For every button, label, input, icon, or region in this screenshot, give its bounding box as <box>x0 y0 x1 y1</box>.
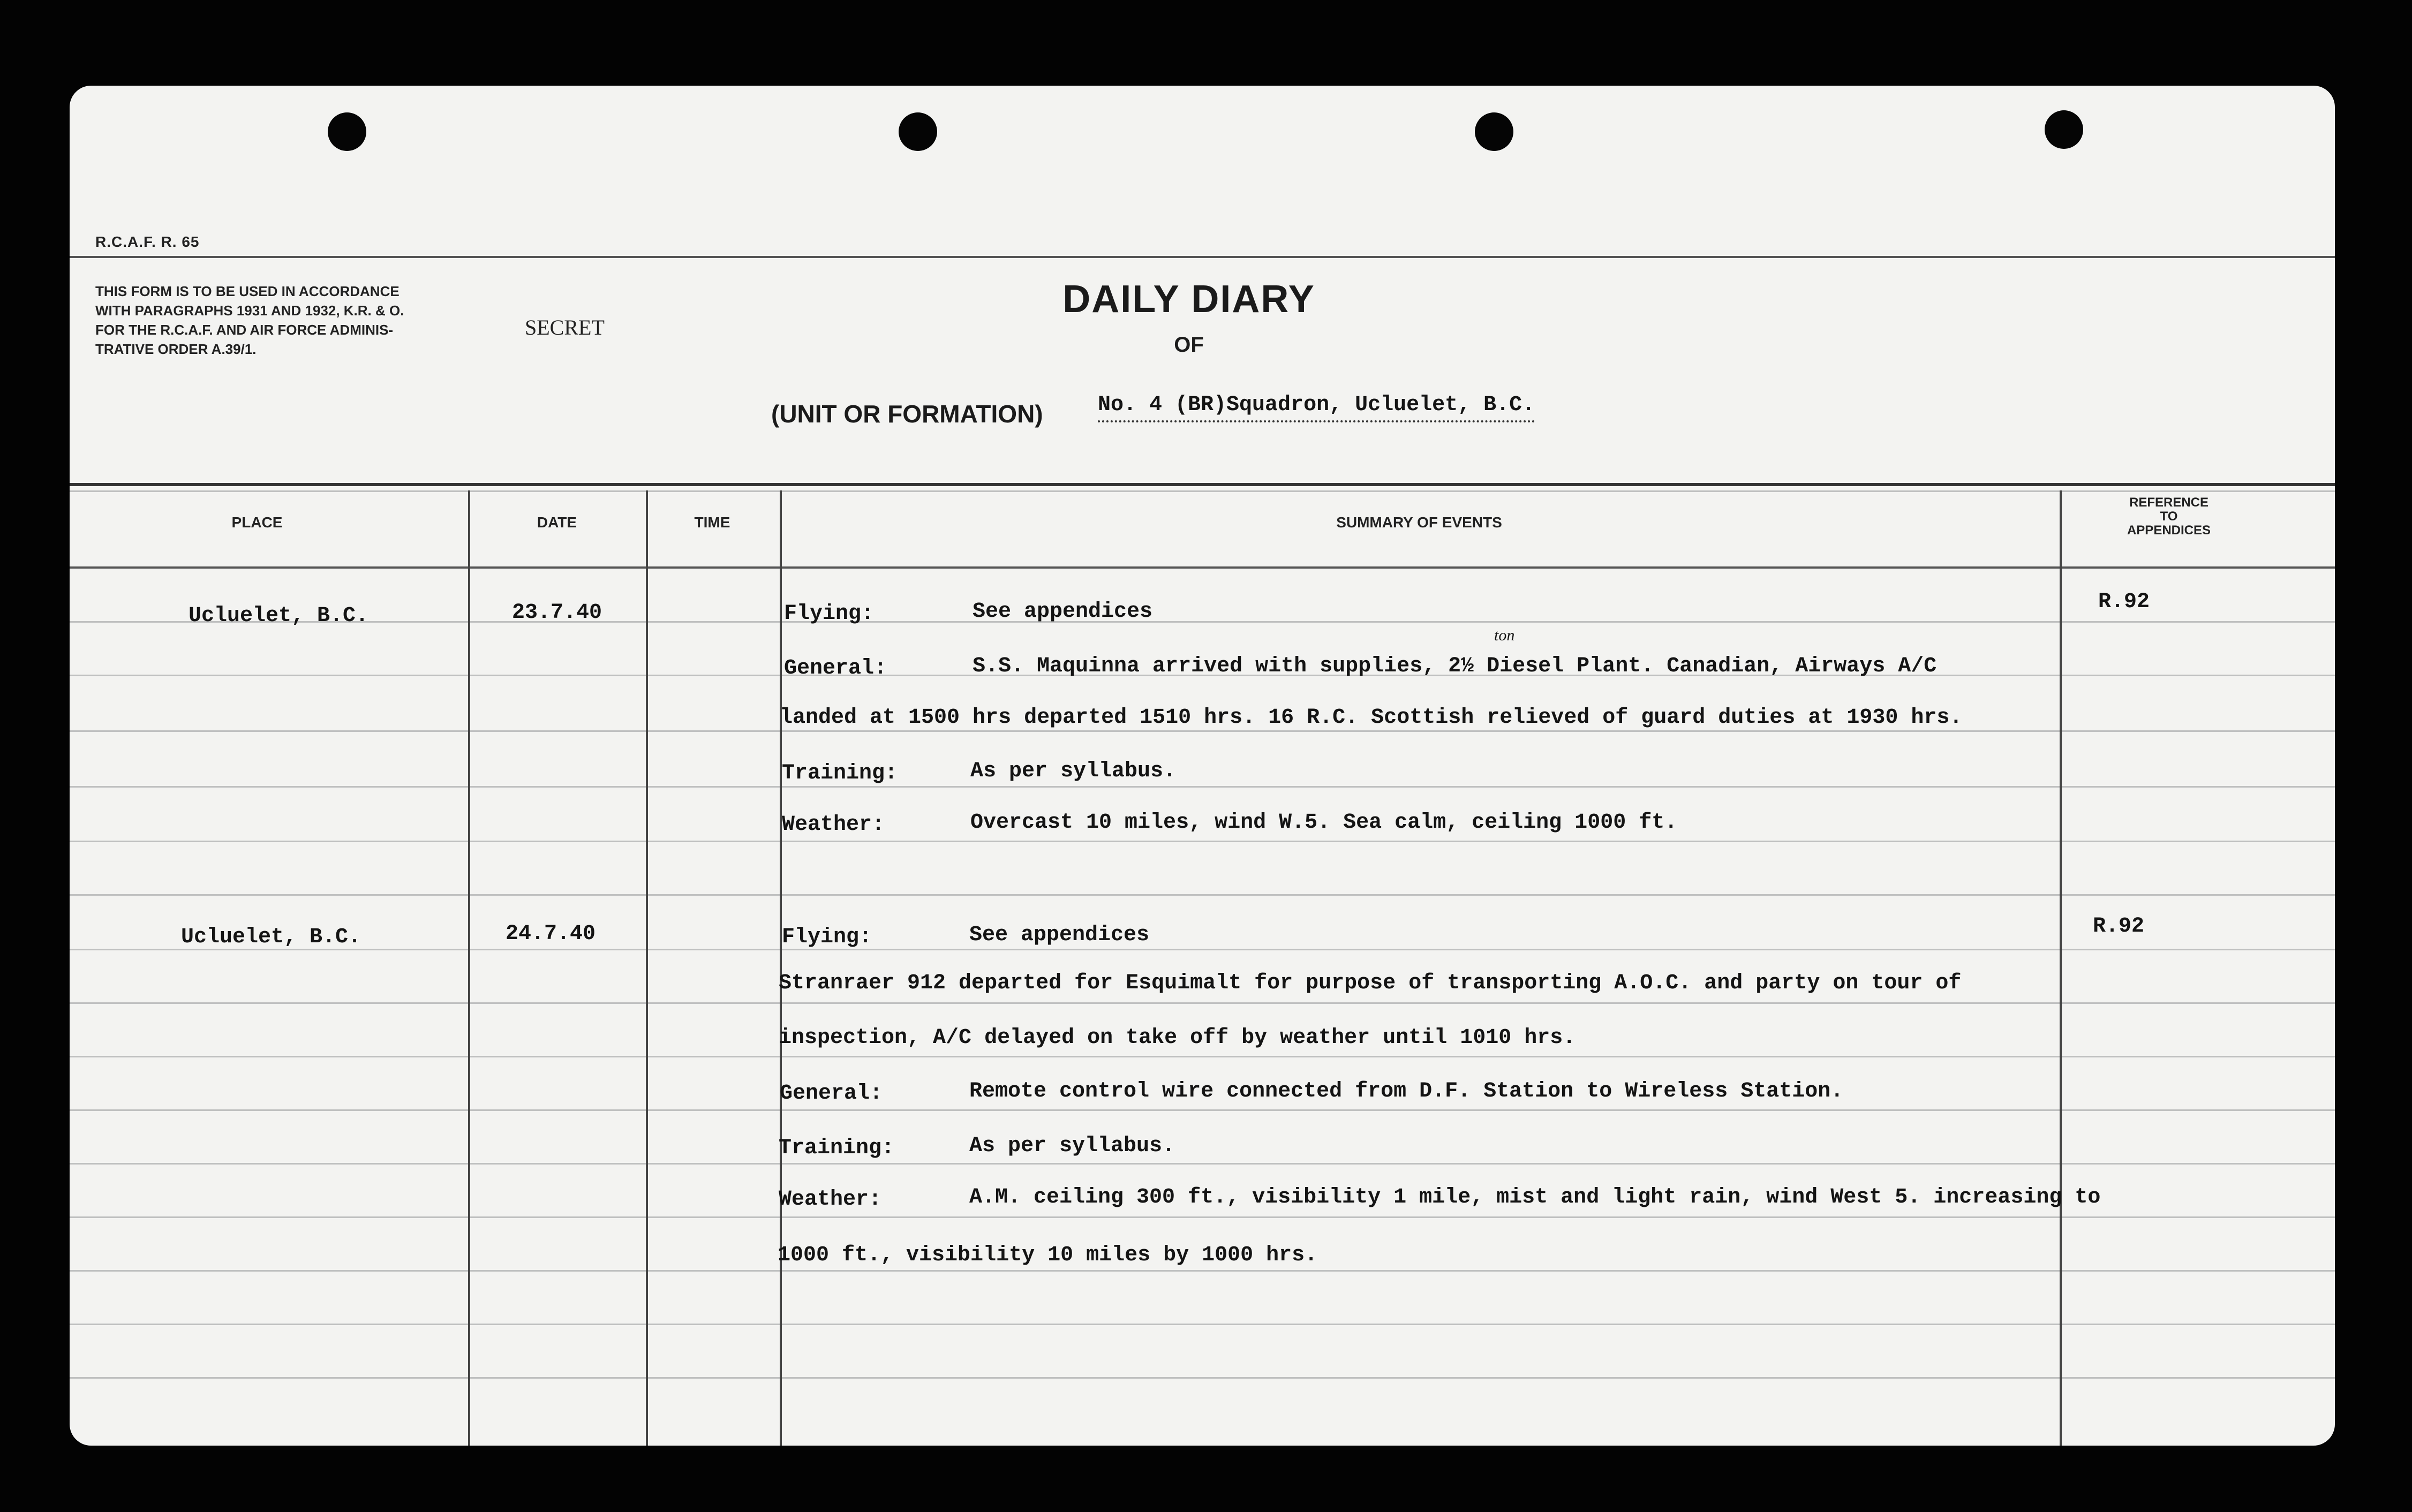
weather-continuation: 1000 ft., visibility 10 miles by 1000 hrs. <box>778 1243 1318 1267</box>
ruled-line <box>70 1324 2335 1325</box>
weather-label: Weather: <box>782 813 885 837</box>
flying-text: See appendices <box>973 600 1153 624</box>
unit-label: (UNIT OR FORMATION) <box>771 400 1043 428</box>
column-header-date: DATE <box>537 514 577 531</box>
column-divider <box>646 490 648 1446</box>
form-number: R.C.A.F. R. 65 <box>95 233 200 250</box>
punch-hole <box>2045 110 2083 149</box>
ruled-line <box>70 1216 2335 1218</box>
ruled-line <box>70 1377 2335 1379</box>
column-header-summary: SUMMARY OF EVENTS <box>1336 514 1502 531</box>
summary-line: Stranraer 912 departed for Esquimalt for purpose of transporting A.O.C. and party on tour of <box>779 971 1962 995</box>
column-divider <box>2060 490 2062 1446</box>
ruled-line <box>70 841 2335 842</box>
form-note-line: FOR THE R.C.A.F. AND AIR FORCE ADMINIS- <box>95 322 394 338</box>
ruled-line <box>70 730 2335 732</box>
ruled-line <box>70 621 2335 623</box>
general-continuation: landed at 1500 hrs departed 1510 hrs. 16 R.C. Scottish relieved of guard duties at 1930 hrs. <box>780 706 1963 730</box>
entry-place: Ucluelet, B.C. <box>189 604 369 628</box>
form-note-line: THIS FORM IS TO BE USED IN ACCORDANCE <box>95 283 400 299</box>
column-divider <box>780 490 782 1446</box>
reference-header-line: REFERENCE <box>2129 495 2209 510</box>
general-text: S.S. Maquinna arrived with supplies, 2½ Diesel Plant. Canadian, Airways A/C <box>973 654 1937 678</box>
summary-line: inspection, A/C delayed on take off by weather until 1010 hrs. <box>779 1026 1576 1050</box>
column-header-time: TIME <box>694 514 730 531</box>
entry-reference: R.92 <box>2093 914 2145 939</box>
page-title: DAILY DIARY <box>1062 278 1315 321</box>
flying-label: Flying: <box>782 925 872 949</box>
ruled-line <box>70 1056 2335 1057</box>
ruled-line <box>70 1163 2335 1165</box>
ruled-line <box>70 1109 2335 1111</box>
entry-date: 24.7.40 <box>506 922 596 946</box>
reference-header-line: TO <box>2160 509 2178 524</box>
column-header-rule <box>70 566 2335 569</box>
ruled-line <box>70 1270 2335 1272</box>
general-superscript: ton <box>1494 626 1515 644</box>
form-instructions <box>95 282 567 359</box>
general-label: General: <box>780 1082 883 1106</box>
diary-card <box>70 86 2335 1446</box>
entry-reference: R.92 <box>2098 590 2150 614</box>
entry-date: 23.7.40 <box>512 601 602 625</box>
form-note-line: TRATIVE ORDER A.39/1. <box>95 341 257 357</box>
reference-header-line: APPENDICES <box>2127 523 2211 538</box>
training-text: As per syllabus. <box>969 1134 1175 1158</box>
training-label: Training: <box>779 1136 895 1160</box>
general-label: General: <box>784 656 887 681</box>
header-rule <box>70 256 2335 258</box>
punch-hole <box>328 112 366 151</box>
ruled-line <box>70 1002 2335 1004</box>
table-top-rule-2 <box>70 490 2335 492</box>
punch-hole <box>899 112 937 151</box>
column-header-place: PLACE <box>231 514 283 531</box>
unit-value: No. 4 (BR)Squadron, Ucluelet, B.C. <box>1098 393 1535 422</box>
general-text: Remote control wire connected from D.F. Station to Wireless Station. <box>969 1079 1844 1103</box>
weather-text: A.M. ceiling 300 ft., visibility 1 mile, mist and light rain, wind West 5. increasing to <box>969 1185 2101 1209</box>
ruled-line <box>70 949 2335 950</box>
title-of: OF <box>1174 333 1204 357</box>
column-header-reference <box>2089 496 2249 538</box>
flying-text: See appendices <box>969 923 1150 947</box>
flying-label: Flying: <box>784 602 875 626</box>
training-label: Training: <box>782 761 898 785</box>
classification-stamp: SECRET <box>525 315 605 339</box>
weather-label: Weather: <box>779 1188 882 1212</box>
training-text: As per syllabus. <box>970 759 1177 783</box>
form-note-line: WITH PARAGRAPHS 1931 AND 1932, K.R. & O. <box>95 303 404 319</box>
table-top-rule <box>70 483 2335 486</box>
column-divider <box>468 490 470 1446</box>
punch-hole <box>1475 112 1513 151</box>
weather-text: Overcast 10 miles, wind W.5. Sea calm, ceiling 1000 ft. <box>970 811 1678 835</box>
ruled-line <box>70 786 2335 788</box>
entry-place: Ucluelet, B.C. <box>181 925 361 949</box>
ruled-line <box>70 894 2335 896</box>
